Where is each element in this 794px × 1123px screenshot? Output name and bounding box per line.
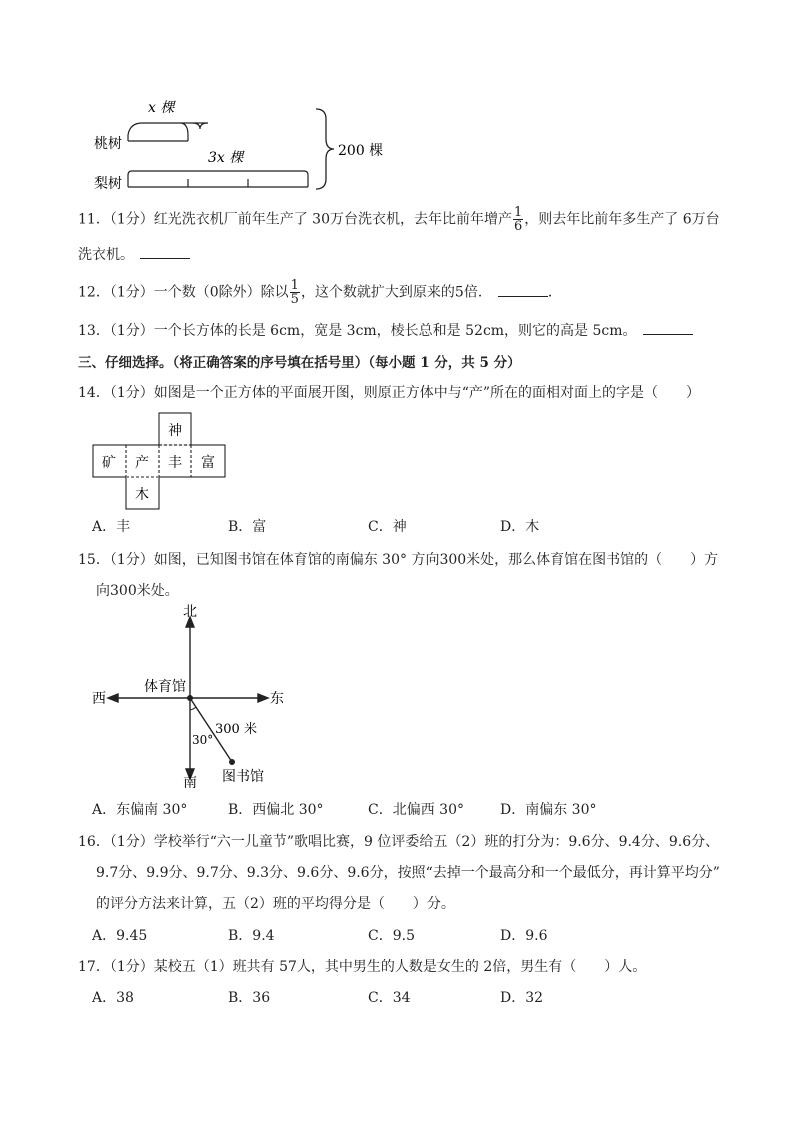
x3-label: 3x 棵: [208, 150, 244, 166]
gym-label: 体育馆: [144, 679, 186, 695]
south-label: 南: [183, 775, 197, 788]
option-d[interactable]: D．32: [500, 990, 544, 1006]
question-11: 11．（1分）红光洗衣机厂前年生产了 30万台洗衣机，去年比前年增产 $\frac{1}{6}$ ，则去年比前年多生产了 6万台: [78, 205, 720, 234]
question-16-line2: 9.7分、9.9分、9.7分、9.3分、9.6分、9.6分，按照“去掉一个最高分和一个最低分，再计算平均分”: [96, 865, 720, 881]
section-heading: 三、仔细选择。（将正确答案的序号填在括号里）（每小题 1 分，共 5 分）: [78, 355, 521, 371]
cell-mid2: 丰: [168, 455, 182, 471]
cube-net: [92, 412, 227, 510]
question-15-line2: 向300米处。: [96, 583, 179, 599]
answer-blank[interactable]: [140, 246, 190, 259]
option-b[interactable]: B．36: [228, 990, 271, 1006]
total-brace: [316, 109, 334, 189]
question-15: 15．（1分）如图，已知图书馆在体育馆的南偏东 30° 方向300米处，那么体育馆在图书馆的（ ）方: [78, 552, 719, 568]
option-c[interactable]: C．9.5: [368, 928, 415, 944]
option-b[interactable]: B．西偏北 30°: [228, 802, 324, 818]
direction-map: [92, 603, 292, 788]
question-11-line2: 洗衣机。: [78, 244, 190, 264]
peach-brace: [128, 123, 208, 135]
question-13: 13．（1分）一个长方体的长是 6cm，宽是 3cm，棱长总和是 52cm，则它的高是 5cm。: [78, 320, 693, 340]
total-label: 200 棵: [338, 143, 384, 159]
question-12: 12．（1分）一个数（0除外）除以 $\frac{1}{5}$ ，这个数就扩大到原来的5倍． ．: [78, 278, 562, 307]
option-a[interactable]: A．东偏南 30°: [92, 802, 188, 818]
option-a[interactable]: A．9.45: [92, 928, 148, 944]
question-16-line3: 的评分方法来计算，五（2）班的平均得分是（ ）分。: [96, 896, 455, 912]
option-a[interactable]: A．丰: [92, 519, 131, 535]
angle-label: 30°: [192, 733, 214, 747]
cell-left: 矿: [102, 455, 116, 471]
option-b[interactable]: B．9.4: [228, 928, 275, 944]
north-label: 北: [183, 604, 197, 620]
question-14: 14．（1分）如图是一个正方体的平面展开图，则原正方体中与“产”所在的面相对面上的字是（ ）: [78, 385, 701, 401]
cell-mid1: 产: [135, 455, 149, 471]
question-16: 16．（1分）学校举行“六一儿童节”歌唱比赛，9 位评委给五（2）班的打分为：9.6分、9.4分、9.6分、: [78, 834, 720, 850]
answer-blank[interactable]: [643, 322, 693, 335]
option-d[interactable]: D．木: [500, 519, 540, 535]
option-c[interactable]: C．神: [368, 519, 407, 535]
x-label: x 棵: [148, 100, 175, 116]
option-d[interactable]: D．9.6: [500, 928, 548, 944]
option-c[interactable]: C．北偏西 30°: [368, 802, 464, 818]
option-c[interactable]: C．34: [368, 990, 411, 1006]
pear-label: 梨树: [94, 176, 122, 192]
option-d[interactable]: D．南偏东 30°: [500, 802, 597, 818]
peach-label: 桃树: [94, 136, 122, 152]
line-segment-diagram: [80, 95, 390, 195]
option-b[interactable]: B．富: [228, 519, 267, 535]
cell-right: 富: [201, 455, 215, 471]
east-label: 东: [270, 691, 284, 707]
fraction: $\frac{1}{5}$: [290, 278, 299, 307]
fraction: $\frac{1}{6}$: [514, 205, 523, 234]
library-label: 图书馆: [222, 769, 264, 785]
answer-blank[interactable]: [498, 284, 548, 297]
distance-label: 300 米: [215, 722, 257, 737]
cell-top: 神: [168, 423, 182, 439]
option-a[interactable]: A．38: [92, 990, 134, 1006]
question-17: 17．（1分）某校五（1）班共有 57人，其中男生的人数是女生的 2倍，男生有（ ）人。: [78, 959, 647, 975]
west-label: 西: [92, 691, 106, 707]
cell-bottom: 木: [135, 487, 149, 503]
